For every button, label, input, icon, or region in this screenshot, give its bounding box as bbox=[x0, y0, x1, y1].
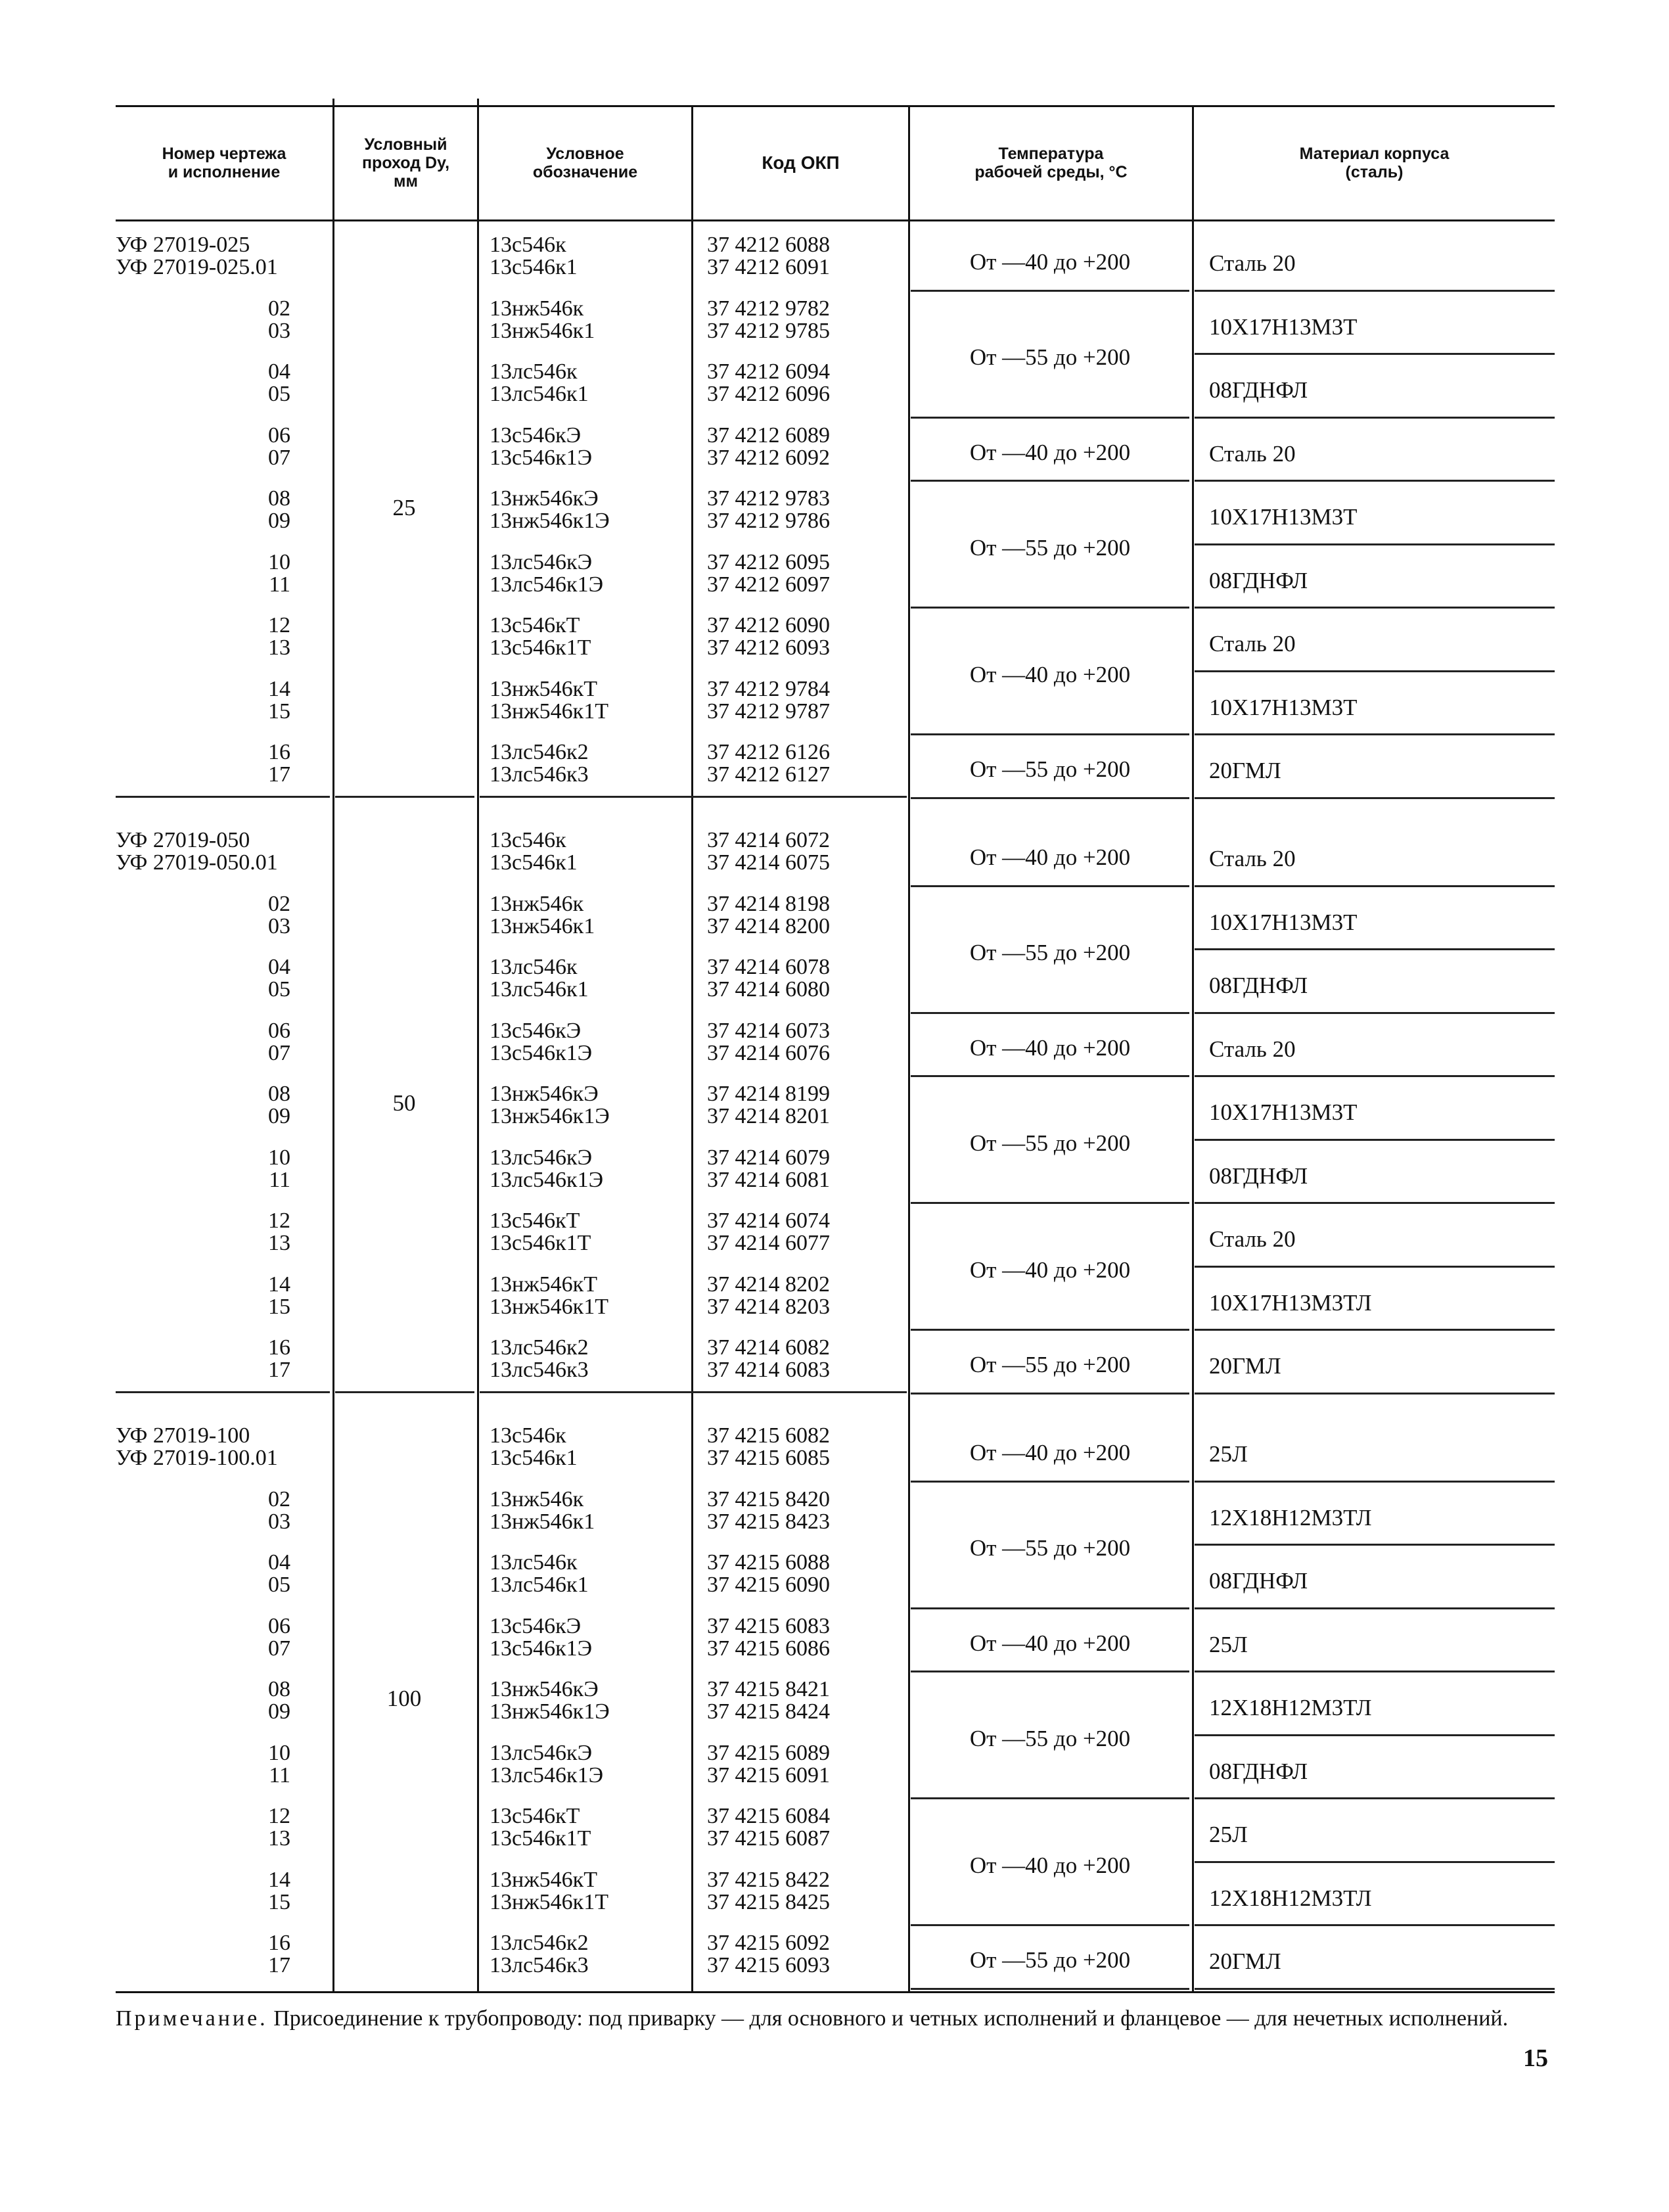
note-label: Примечание. bbox=[116, 2006, 268, 2031]
material-divider bbox=[1195, 1139, 1555, 1141]
drawing-number: 16 bbox=[268, 1931, 290, 1955]
col-rule-2 bbox=[477, 99, 479, 1991]
drawing-number: 13 bbox=[268, 1231, 290, 1255]
okp-code: 37 4212 9783 bbox=[707, 486, 830, 511]
body-material: 25Л bbox=[1209, 1631, 1248, 1657]
okp-code: 37 4214 6081 bbox=[707, 1167, 830, 1192]
header-temperature: Температура рабочей среды, °С bbox=[974, 145, 1128, 181]
drawing-number: 04 bbox=[268, 359, 290, 384]
drawing-number: УФ 27019-100 bbox=[116, 1423, 250, 1448]
okp-code: 37 4214 8200 bbox=[707, 913, 830, 938]
designation: 13нж546кЭ bbox=[490, 1082, 599, 1106]
designation: 13с546кЭ bbox=[490, 1613, 582, 1638]
okp-code: 37 4212 9787 bbox=[707, 699, 830, 724]
okp-code: 37 4214 6078 bbox=[707, 955, 830, 979]
designation: 13лс546кЭ bbox=[490, 1740, 593, 1765]
header-designation: Условное обозначение bbox=[532, 145, 638, 181]
designation: 13с546к1Э bbox=[490, 1636, 593, 1661]
body-material: Сталь 20 bbox=[1209, 1036, 1296, 1062]
designation: 13с546к1 bbox=[490, 1446, 578, 1470]
designation: 13лс546к1 bbox=[490, 1573, 589, 1597]
drawing-number: 05 bbox=[268, 382, 290, 406]
body-material: Сталь 20 bbox=[1209, 846, 1296, 872]
drawing-number: 09 bbox=[268, 509, 290, 533]
designation: 13нж546к1Э bbox=[490, 1104, 610, 1128]
drawing-number: 17 bbox=[268, 762, 290, 787]
material-divider bbox=[1195, 948, 1555, 950]
body-material: 12Х18Н12М3ТЛ bbox=[1209, 1885, 1372, 1911]
body-material: 08ГДНФЛ bbox=[1209, 973, 1308, 999]
okp-code: 37 4212 6091 bbox=[707, 255, 830, 279]
okp-code: 37 4214 6074 bbox=[707, 1209, 830, 1233]
designation: 13с546к bbox=[490, 828, 566, 852]
temperature-range: От —55 до +200 bbox=[969, 534, 1131, 561]
body-material: Сталь 20 bbox=[1209, 440, 1296, 467]
drawing-number: 15 bbox=[268, 699, 290, 724]
designation: 13с546к bbox=[490, 233, 566, 257]
body-material: 20ГМЛ bbox=[1209, 1353, 1281, 1379]
okp-code: 37 4212 6094 bbox=[707, 359, 830, 384]
designation: 13нж546к1 bbox=[490, 1509, 595, 1534]
table-top-rule bbox=[116, 105, 1555, 107]
body-material: 20ГМЛ bbox=[1209, 758, 1281, 784]
drawing-number: 09 bbox=[268, 1104, 290, 1128]
group-divider bbox=[116, 1391, 330, 1393]
drawing-number: 06 bbox=[268, 1613, 290, 1638]
temperature-range: От —55 до +200 bbox=[969, 940, 1131, 965]
body-material: 12Х18Н12М3ТЛ bbox=[1209, 1695, 1372, 1721]
temperature-divider bbox=[911, 885, 1189, 887]
designation: 13лс546к bbox=[490, 1550, 578, 1575]
okp-code: 37 4212 9782 bbox=[707, 296, 830, 321]
material-divider bbox=[1195, 733, 1555, 735]
designation: 13нж546к bbox=[490, 891, 584, 916]
group-divider bbox=[335, 796, 474, 798]
designation: 13нж546к1Т bbox=[490, 1294, 608, 1319]
okp-code: 37 4212 9784 bbox=[707, 676, 830, 701]
dn-value: 100 bbox=[386, 1686, 422, 1712]
okp-code: 37 4214 8199 bbox=[707, 1082, 830, 1106]
material-divider bbox=[1195, 1266, 1555, 1268]
material-divider bbox=[1195, 885, 1555, 887]
okp-code: 37 4212 6089 bbox=[707, 423, 830, 448]
drawing-number: 08 bbox=[268, 1082, 290, 1106]
header-bottom-rule bbox=[116, 219, 1555, 221]
drawing-number: 04 bbox=[268, 1550, 290, 1575]
body-material: 25Л bbox=[1209, 1441, 1248, 1467]
okp-code: 37 4214 8202 bbox=[707, 1272, 830, 1297]
temperature-divider bbox=[911, 1607, 1189, 1609]
temperature-divider bbox=[911, 1075, 1189, 1077]
okp-code: 37 4214 6075 bbox=[707, 850, 830, 875]
material-divider bbox=[1195, 1075, 1555, 1077]
temperature-range: От —55 до +200 bbox=[969, 1725, 1131, 1751]
note-text: Присоединение к трубопроводу: под приварку — для основного и четных исполнений и фланцевое — для нечетных исполнений. bbox=[273, 2006, 1509, 2031]
okp-code: 37 4215 8424 bbox=[707, 1699, 830, 1724]
designation: 13лс546кЭ bbox=[490, 549, 593, 574]
col-rule-5 bbox=[1192, 105, 1194, 1991]
drawing-number: 14 bbox=[268, 676, 290, 701]
body-material: Сталь 20 bbox=[1209, 250, 1296, 277]
designation: 13лс546к3 bbox=[490, 762, 589, 787]
drawing-number: 14 bbox=[268, 1272, 290, 1297]
designation: 13лс546к1Э bbox=[490, 572, 604, 597]
designation: 13нж546кТ bbox=[490, 1272, 597, 1297]
designation: 13лс546к2 bbox=[490, 1335, 589, 1360]
designation: 13нж546к bbox=[490, 1486, 584, 1511]
material-divider bbox=[1195, 1671, 1555, 1672]
okp-code: 37 4212 9785 bbox=[707, 318, 830, 343]
okp-code: 37 4215 6082 bbox=[707, 1423, 830, 1448]
okp-code: 37 4212 6097 bbox=[707, 572, 830, 597]
temperature-range: От —55 до +200 bbox=[969, 344, 1131, 370]
designation: 13лс546к1Э bbox=[490, 1763, 604, 1787]
drawing-number: 03 bbox=[268, 318, 290, 343]
designation: 13с546к1Э bbox=[490, 445, 593, 470]
drawing-number: 15 bbox=[268, 1889, 290, 1914]
drawing-number: 05 bbox=[268, 977, 290, 1002]
drawing-number: УФ 27019-025.01 bbox=[116, 255, 278, 279]
group-divider bbox=[116, 796, 330, 798]
drawing-number: 17 bbox=[268, 1953, 290, 1977]
designation: 13лс546к3 bbox=[490, 1953, 589, 1977]
designation: 13с546к1Э bbox=[490, 1040, 593, 1065]
group-divider bbox=[480, 796, 907, 798]
dn-value: 25 bbox=[392, 495, 416, 521]
drawing-number: 03 bbox=[268, 913, 290, 938]
designation: 13нж546к1Э bbox=[490, 509, 610, 533]
okp-code: 37 4214 8198 bbox=[707, 891, 830, 916]
designation: 13лс546к1Э bbox=[490, 1167, 604, 1192]
temperature-divider bbox=[911, 1924, 1189, 1926]
body-material: 08ГДНФЛ bbox=[1209, 1163, 1308, 1189]
designation: 13с546кЭ bbox=[490, 423, 582, 448]
body-material: 12Х18Н12М3ТЛ bbox=[1209, 1504, 1372, 1531]
temperature-divider bbox=[911, 733, 1189, 735]
header-drawing: Номер чертежа и исполнение bbox=[162, 145, 286, 181]
body-material: 08ГДНФЛ bbox=[1209, 567, 1308, 593]
body-material: 10Х17Н13М3ТЛ bbox=[1209, 1289, 1372, 1316]
okp-code: 37 4215 6092 bbox=[707, 1931, 830, 1955]
drawing-number: 13 bbox=[268, 1826, 290, 1851]
body-material: 10Х17Н13М3Т bbox=[1209, 909, 1358, 935]
okp-code: 37 4215 8420 bbox=[707, 1486, 830, 1511]
body-material: 20ГМЛ bbox=[1209, 1948, 1281, 1975]
drawing-number: 16 bbox=[268, 1335, 290, 1360]
okp-code: 37 4215 6083 bbox=[707, 1613, 830, 1638]
okp-code: 37 4214 6080 bbox=[707, 977, 830, 1002]
drawing-number: 11 bbox=[269, 572, 290, 597]
temperature-divider bbox=[911, 1988, 1189, 1990]
temperature-range: От —55 до +200 bbox=[969, 1352, 1131, 1378]
designation: 13с546к1 bbox=[490, 850, 578, 875]
temperature-range: От —55 до +200 bbox=[969, 1947, 1131, 1973]
okp-code: 37 4215 8423 bbox=[707, 1509, 830, 1534]
temperature-range: От —40 до +200 bbox=[969, 1630, 1131, 1656]
material-divider bbox=[1195, 290, 1555, 292]
material-divider bbox=[1195, 1544, 1555, 1546]
okp-code: 37 4215 8422 bbox=[707, 1867, 830, 1892]
temperature-divider bbox=[911, 417, 1189, 419]
okp-code: 37 4214 8201 bbox=[707, 1104, 830, 1128]
material-divider bbox=[1195, 543, 1555, 545]
temperature-range: От —40 до +200 bbox=[969, 1440, 1131, 1466]
drawing-number: 02 bbox=[268, 1486, 290, 1511]
temperature-divider bbox=[911, 1481, 1189, 1483]
drawing-number: 15 bbox=[268, 1294, 290, 1319]
temperature-range: От —40 до +200 bbox=[969, 844, 1131, 871]
drawing-number: 07 bbox=[268, 1636, 290, 1661]
temperature-divider bbox=[911, 1393, 1189, 1394]
okp-code: 37 4215 8421 bbox=[707, 1677, 830, 1701]
okp-code: 37 4212 6096 bbox=[707, 382, 830, 406]
temperature-range: От —40 до +200 bbox=[969, 249, 1131, 275]
designation: 13с546кТ bbox=[490, 1804, 580, 1828]
table-note bbox=[116, 2007, 1555, 2030]
temperature-range: От —40 до +200 bbox=[969, 1256, 1131, 1283]
drawing-number: 08 bbox=[268, 486, 290, 511]
temperature-divider bbox=[911, 290, 1189, 292]
temperature-divider bbox=[911, 607, 1189, 609]
okp-code: 37 4214 6072 bbox=[707, 828, 830, 852]
drawing-number: 02 bbox=[268, 296, 290, 321]
designation: 13нж546кТ bbox=[490, 676, 597, 701]
designation: 13лс546кЭ bbox=[490, 1145, 593, 1170]
designation: 13с546к1Т bbox=[490, 1826, 591, 1851]
designation: 13с546кТ bbox=[490, 613, 580, 637]
drawing-number: 09 bbox=[268, 1699, 290, 1724]
body-material: 25Л bbox=[1209, 1822, 1248, 1848]
okp-code: 37 4215 6093 bbox=[707, 1953, 830, 1977]
okp-code: 37 4212 6095 bbox=[707, 549, 830, 574]
col-rule-4 bbox=[908, 105, 910, 1991]
drawing-number: УФ 27019-025 bbox=[116, 233, 250, 257]
drawing-number: 16 bbox=[268, 740, 290, 764]
temperature-divider bbox=[911, 1797, 1189, 1799]
drawing-number: 11 bbox=[269, 1167, 290, 1192]
material-divider bbox=[1195, 353, 1555, 355]
drawing-number: УФ 27019-050 bbox=[116, 828, 250, 852]
designation: 13лс546к bbox=[490, 955, 578, 979]
drawing-number: 03 bbox=[268, 1509, 290, 1534]
body-material: Сталь 20 bbox=[1209, 1226, 1296, 1253]
okp-code: 37 4215 6087 bbox=[707, 1826, 830, 1851]
designation: 13нж546к1Т bbox=[490, 1889, 608, 1914]
okp-code: 37 4212 6126 bbox=[707, 740, 830, 764]
designation: 13нж546к1 bbox=[490, 913, 595, 938]
drawing-number: 07 bbox=[268, 1040, 290, 1065]
okp-code: 37 4214 6079 bbox=[707, 1145, 830, 1170]
drawing-number: 10 bbox=[268, 1740, 290, 1765]
okp-code: 37 4215 6090 bbox=[707, 1573, 830, 1597]
temperature-range: От —55 до +200 bbox=[969, 1130, 1131, 1156]
temperature-range: От —40 до +200 bbox=[969, 1852, 1131, 1878]
material-divider bbox=[1195, 797, 1555, 799]
temperature-divider bbox=[911, 480, 1189, 482]
drawing-number: 13 bbox=[268, 635, 290, 660]
okp-code: 37 4214 6077 bbox=[707, 1231, 830, 1255]
okp-code: 37 4212 6127 bbox=[707, 762, 830, 787]
body-material: 10Х17Н13М3Т bbox=[1209, 504, 1358, 530]
header-dn bbox=[334, 108, 477, 218]
drawing-number: 17 bbox=[268, 1358, 290, 1382]
drawing-number: УФ 27019-100.01 bbox=[116, 1446, 278, 1470]
okp-code: 37 4212 6088 bbox=[707, 233, 830, 257]
drawing-number: 06 bbox=[268, 1018, 290, 1043]
okp-code: 37 4215 6084 bbox=[707, 1804, 830, 1828]
okp-code: 37 4212 6090 bbox=[707, 613, 830, 637]
drawing-number: 14 bbox=[268, 1867, 290, 1892]
temperature-divider bbox=[911, 797, 1189, 799]
temperature-divider bbox=[911, 1202, 1189, 1204]
body-material: 10Х17Н13М3Т bbox=[1209, 313, 1358, 340]
drawing-number: 05 bbox=[268, 1573, 290, 1597]
drawing-number: УФ 27019-050.01 bbox=[116, 850, 278, 875]
okp-code: 37 4215 6091 bbox=[707, 1763, 830, 1787]
designation: 13с546к1Т bbox=[490, 1231, 591, 1255]
designation: 13с546к1Т bbox=[490, 635, 591, 660]
okp-code: 37 4212 9786 bbox=[707, 509, 830, 533]
body-material: 08ГДНФЛ bbox=[1209, 1758, 1308, 1784]
drawing-number: 07 bbox=[268, 445, 290, 470]
temperature-divider bbox=[911, 1671, 1189, 1672]
drawing-number: 04 bbox=[268, 955, 290, 979]
drawing-number: 06 bbox=[268, 423, 290, 448]
designation: 13нж546к1Э bbox=[490, 1699, 610, 1724]
table-bottom-rule bbox=[116, 1991, 1555, 1993]
okp-code: 37 4215 6086 bbox=[707, 1636, 830, 1661]
col-rule-3 bbox=[691, 105, 693, 1991]
temperature-divider bbox=[911, 1012, 1189, 1014]
designation: 13нж546кЭ bbox=[490, 1677, 599, 1701]
okp-code: 37 4214 6076 bbox=[707, 1040, 830, 1065]
temperature-divider bbox=[911, 1329, 1189, 1331]
material-divider bbox=[1195, 1924, 1555, 1926]
designation: 13нж546кТ bbox=[490, 1867, 597, 1892]
drawing-number: 11 bbox=[269, 1763, 290, 1787]
material-divider bbox=[1195, 1202, 1555, 1204]
okp-code: 37 4212 6093 bbox=[707, 635, 830, 660]
designation: 13с546кТ bbox=[490, 1209, 580, 1233]
drawing-number: 02 bbox=[268, 891, 290, 916]
designation: 13нж546кЭ bbox=[490, 486, 599, 511]
drawing-number: 12 bbox=[268, 1209, 290, 1233]
designation: 13нж546к1Т bbox=[490, 699, 608, 724]
okp-code: 37 4214 6083 bbox=[707, 1358, 830, 1382]
header-dn-text: Условный проход Dу, мм bbox=[361, 135, 450, 191]
temperature-range: От —40 до +200 bbox=[969, 1034, 1131, 1061]
designation: 13лс546к2 bbox=[490, 740, 589, 764]
okp-code: 37 4215 8425 bbox=[707, 1889, 830, 1914]
material-divider bbox=[1195, 1329, 1555, 1331]
designation: 13лс546к2 bbox=[490, 1931, 589, 1955]
designation: 13нж546к1 bbox=[490, 318, 595, 343]
drawing-number: 12 bbox=[268, 1804, 290, 1828]
okp-code: 37 4214 6082 bbox=[707, 1335, 830, 1360]
designation: 13лс546к1 bbox=[490, 977, 589, 1002]
material-divider bbox=[1195, 1861, 1555, 1863]
okp-code: 37 4214 6073 bbox=[707, 1018, 830, 1043]
designation: 13с546к1 bbox=[490, 255, 578, 279]
designation: 13с546к bbox=[490, 1423, 566, 1448]
header-okp: Код ОКП bbox=[762, 152, 840, 173]
body-material: 10Х17Н13М3Т bbox=[1209, 694, 1358, 720]
group-divider bbox=[480, 1391, 907, 1393]
group-divider bbox=[335, 1391, 474, 1393]
material-divider bbox=[1195, 1988, 1555, 1990]
dn-value: 50 bbox=[392, 1090, 416, 1117]
designation: 13лс546к1 bbox=[490, 382, 589, 406]
temperature-range: От —55 до +200 bbox=[969, 756, 1131, 783]
material-divider bbox=[1195, 1012, 1555, 1014]
material-divider bbox=[1195, 1797, 1555, 1799]
col-rule-1 bbox=[332, 99, 334, 1991]
body-material: 10Х17Н13М3Т bbox=[1209, 1099, 1358, 1126]
header-material: Материал корпуса (сталь) bbox=[1299, 145, 1450, 181]
designation: 13нж546к bbox=[490, 296, 584, 321]
body-material: 08ГДНФЛ bbox=[1209, 1568, 1308, 1594]
material-divider bbox=[1195, 1393, 1555, 1394]
drawing-number: 10 bbox=[268, 1145, 290, 1170]
temperature-range: От —40 до +200 bbox=[969, 661, 1131, 687]
page-number: 15 bbox=[1523, 2044, 1548, 2072]
material-divider bbox=[1195, 1481, 1555, 1483]
temperature-range: От —40 до +200 bbox=[969, 439, 1131, 465]
designation: 13лс546к bbox=[490, 359, 578, 384]
okp-code: 37 4212 6092 bbox=[707, 445, 830, 470]
drawing-number: 10 bbox=[268, 549, 290, 574]
designation: 13с546кЭ bbox=[490, 1018, 582, 1043]
okp-code: 37 4215 6088 bbox=[707, 1550, 830, 1575]
material-divider bbox=[1195, 607, 1555, 609]
okp-code: 37 4214 8203 bbox=[707, 1294, 830, 1319]
okp-code: 37 4215 6085 bbox=[707, 1446, 830, 1470]
material-divider bbox=[1195, 1607, 1555, 1609]
okp-code: 37 4215 6089 bbox=[707, 1740, 830, 1765]
temperature-range: От —55 до +200 bbox=[969, 1535, 1131, 1561]
material-divider bbox=[1195, 417, 1555, 419]
drawing-number: 08 bbox=[268, 1677, 290, 1701]
body-material: 08ГДНФЛ bbox=[1209, 377, 1308, 403]
material-divider bbox=[1195, 670, 1555, 672]
material-divider bbox=[1195, 480, 1555, 482]
drawing-number: 12 bbox=[268, 613, 290, 637]
designation: 13лс546к3 bbox=[490, 1358, 589, 1382]
body-material: Сталь 20 bbox=[1209, 631, 1296, 657]
material-divider bbox=[1195, 1734, 1555, 1736]
